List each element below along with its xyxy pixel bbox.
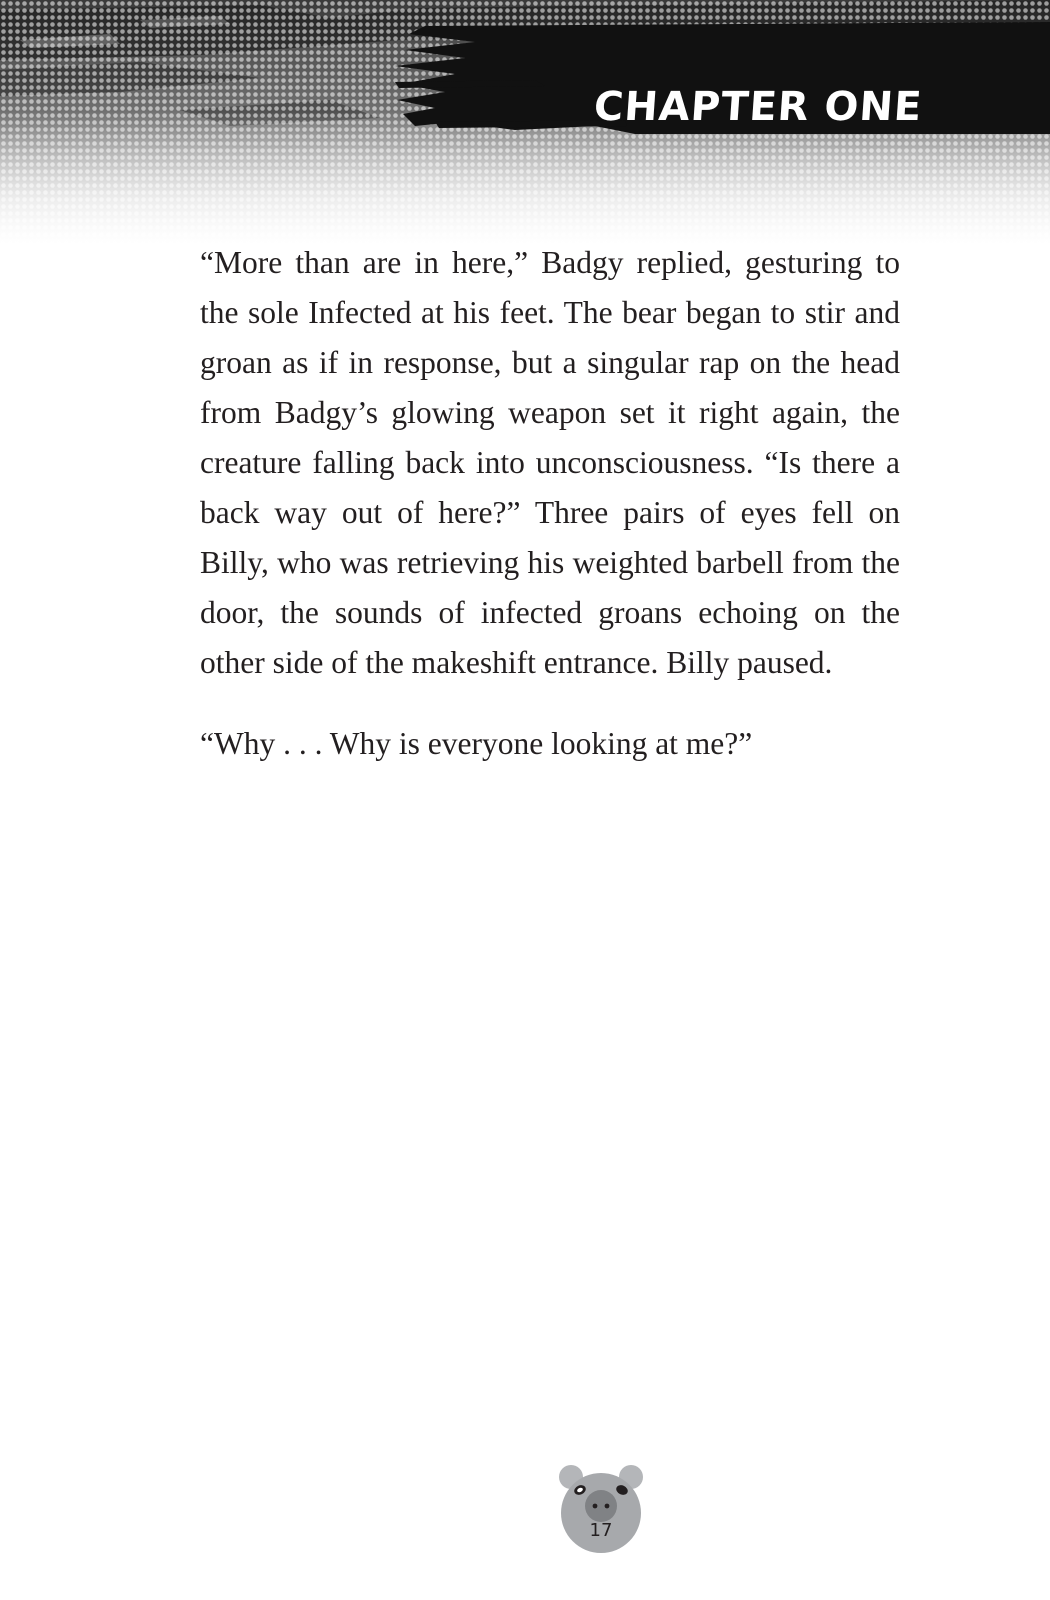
paragraph-2: “Why . . . Why is everyone looking at me?”	[200, 726, 753, 761]
body-text	[200, 238, 900, 769]
paragraph-1: “More than are in here,” Badgy replied, gesturing to the sole Infected at his feet. The bear began to stir and groan as if in response, but a singular rap on the head from Badgy’s glowing weapon set it right again, the creature falling back into unconsciousness. “Is there a back way out of here?” Three pairs of eyes fell on Billy, who was retrieving his weighted barbell from the door, the sounds of infected groans echoing on the other side of the makeshift entrance. Billy paused.	[200, 245, 900, 680]
page-number-badge	[558, 1464, 644, 1554]
chapter-banner	[395, 22, 1050, 134]
page-number: 17	[589, 1520, 613, 1541]
chapter-title: CHAPTER ONE	[592, 84, 924, 130]
